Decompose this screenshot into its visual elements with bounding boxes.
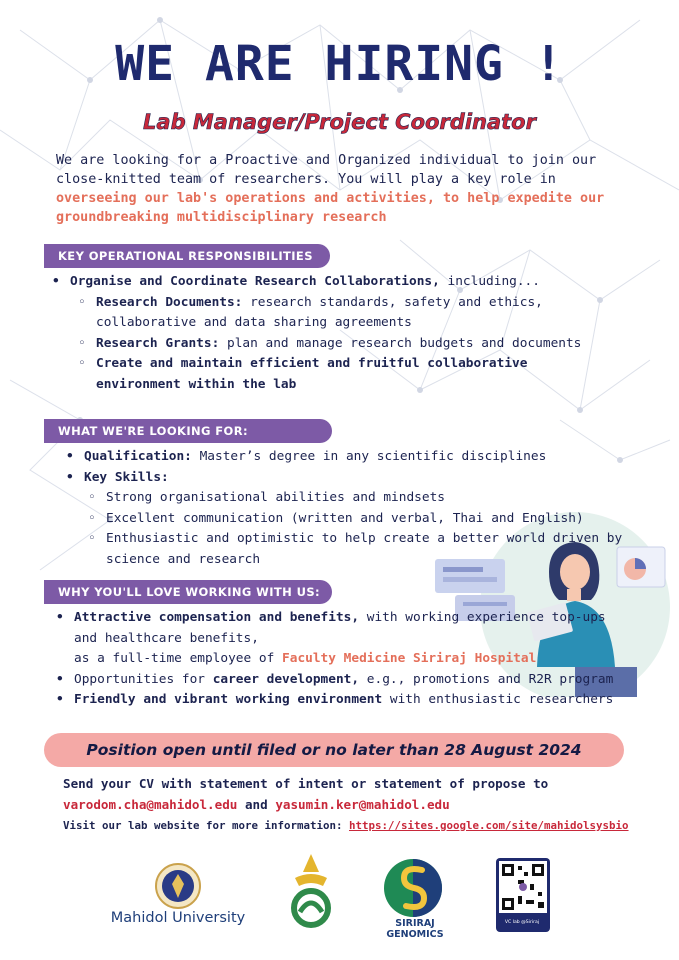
siriraj-genomics-label: SIRIRAJ GENOMICS (386, 918, 444, 940)
section-heading-why-us: WHY YOU'LL LOVE WORKING WITH US: (44, 580, 332, 604)
list-item (84, 468, 629, 489)
list-item (74, 690, 629, 711)
siriraj-emblem-icon (294, 854, 328, 925)
intro-text: We are looking for a Proactive and Organized individual to join our close-knitted team of researchers. You will play a key role in (56, 153, 597, 187)
siriraj-genomics-icon (384, 859, 442, 917)
list-item: ◦ Strong organisational abilities and mindsets (106, 488, 629, 509)
list-item (84, 447, 629, 468)
sublist (84, 488, 629, 570)
item-bold: Create and maintain efficient and fruitful collaborative environment within the lab (96, 356, 528, 392)
item-bold: Research Grants: (96, 335, 220, 351)
list-item: ◦ Enthusiastic and optimistic to help create a better world driven by science and research (106, 529, 626, 570)
email-link-2[interactable]: yasumin.ker@mahidol.edu (275, 797, 450, 812)
qr-caption: VC lab @Siriraj (504, 920, 540, 925)
sublist (70, 293, 610, 396)
item-text: research standards, safety and ethics, collaborative and data sharing agreements (96, 294, 543, 330)
list-item (96, 293, 610, 334)
item-bold: Organise and Coordinate Research Collaborations, (70, 274, 440, 289)
section-heading-looking-for: WHAT WE'RE LOOKING FOR: (44, 419, 332, 443)
intro-paragraph (56, 151, 636, 227)
website-line (63, 815, 653, 836)
deadline-banner: Position open until filed or no later than 28 August 2024 (44, 733, 624, 767)
item-text: including... (439, 274, 540, 289)
list-item (70, 272, 610, 293)
contact-emails (63, 794, 653, 815)
item-bold: Attractive compensation and benefits, (74, 610, 360, 625)
item-text: plan and manage research budgets and documents (219, 335, 582, 351)
employer-name: Faculty Medicine Siriraj Hospital (282, 651, 537, 666)
item-bold: Qualification: (84, 449, 192, 464)
mahidol-university-label: Mahidol University (110, 910, 246, 926)
page-title: WE ARE HIRING ! (115, 36, 564, 92)
item-text: with enthusiastic researchers (382, 692, 614, 707)
item-text: e.g., promotions and R2R program (359, 671, 614, 687)
item-text: Master’s degree in any scientific disciplines (191, 449, 547, 464)
item-text: with working experience top-ups and healthcare benefits, (74, 610, 606, 646)
item-bold: Key Skills: (84, 469, 169, 485)
mahidol-seal-icon (156, 864, 200, 908)
list-item (74, 608, 629, 670)
section-heading-responsibilities: KEY OPERATIONAL RESPONSIBILITIES (44, 244, 330, 268)
contact-instructions: Send your CV with statement of intent or statement of propose to (63, 776, 549, 791)
item-text: as a full-time employee of (74, 651, 283, 666)
requirements-list (84, 447, 629, 570)
benefits-list (74, 608, 629, 711)
responsibilities-list (70, 272, 610, 395)
list-item: ◦ Excellent communication (written and verbal, Thai and English) (106, 509, 629, 530)
list-item (74, 670, 629, 691)
list-item (96, 334, 610, 355)
intro-highlight: overseeing our lab's operations and activities, to help expedite our groundbreaking multidisciplinary research (56, 191, 605, 225)
and-text: and (237, 797, 276, 812)
website-label: Visit our lab website for more information: (63, 819, 350, 832)
job-title: Lab Manager/Project Coordinator (143, 110, 536, 134)
item-bold: Friendly and vibrant working environment (74, 692, 383, 707)
item-bold: Research Documents: (96, 294, 243, 310)
item-bold: career development, (212, 671, 360, 687)
contact-block (63, 773, 653, 836)
website-link[interactable]: https://sites.google.com/site/mahidolsysbio (349, 819, 629, 832)
logo-row (0, 850, 679, 950)
email-link-1[interactable]: varodom.cha@mahidol.edu (63, 797, 238, 812)
item-text: Opportunities for (74, 671, 213, 687)
list-item (96, 354, 610, 395)
